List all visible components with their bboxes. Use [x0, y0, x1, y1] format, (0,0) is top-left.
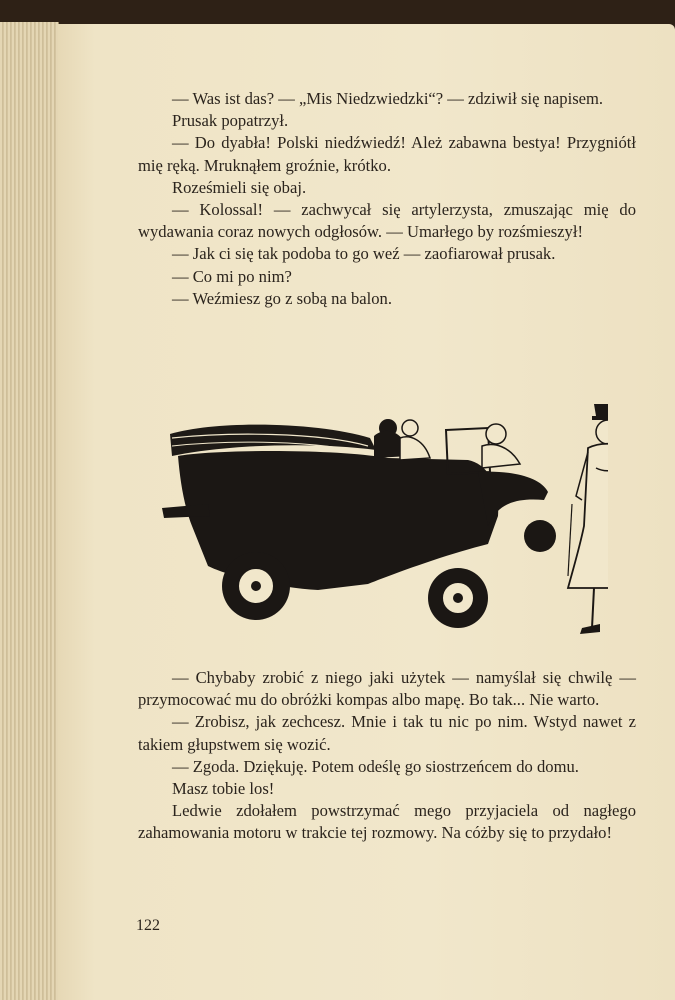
paragraph: — Was ist das? — „Mis Niedzwiedzki“? — zdziwił się napisem.: [172, 89, 604, 108]
paragraph: — Jak ci się tak podoba to go weź — zaofiarował prusak.: [172, 244, 556, 264]
paragraph: — Kolossal! — zachwycał się artylerzysta, zmuszając mię do wydawania coraz nowych odgłosów. — Umarłego by rozśmieszył!: [138, 200, 636, 242]
paragraph: — Weźmiesz go z sobą na balon.: [172, 288, 393, 308]
paragraph: Roześmieli się obaj.: [172, 177, 307, 197]
paragraph: Masz tobie los!: [172, 779, 275, 799]
paragraph: — Zrobisz, jak zechcesz. Mnie i tak tu nic po nim. Wstyd nawet z takiem głupstwem się wozić.: [138, 712, 636, 754]
paragraph: — Chybaby zrobić z niego jaki użytek — namyślał się chwilę — przymocować mu do obróżki kompas albo mapę. Bo tak... Nie warto.: [138, 668, 636, 710]
car-and-soldier-illustration: [148, 376, 608, 664]
paragraph: — Co mi po nim?: [172, 266, 292, 286]
text-block-bottom: [138, 667, 636, 845]
paragraph: Prusak popatrzył.: [172, 111, 289, 131]
text-block-top: [138, 88, 636, 310]
page-number: 122: [136, 917, 160, 934]
paragraph: Ledwie zdołałem powstrzymać mego przyjaciela od nagłego zahamowania motoru w trakcie tej rozmowy. Na cóżby się to przydało!: [138, 801, 636, 843]
book-page: [58, 24, 675, 1000]
paragraph: — Zgoda. Dziękuję. Potem odeślę go siostrzeńcem do domu.: [172, 756, 579, 776]
paragraph: — Do dyabła! Polski niedźwiedź! Ależ zabawna bestya! Przygniótł mię ręką. Mruknąłem groźnie, krótko.: [138, 133, 636, 175]
page-edges: [0, 22, 59, 1000]
